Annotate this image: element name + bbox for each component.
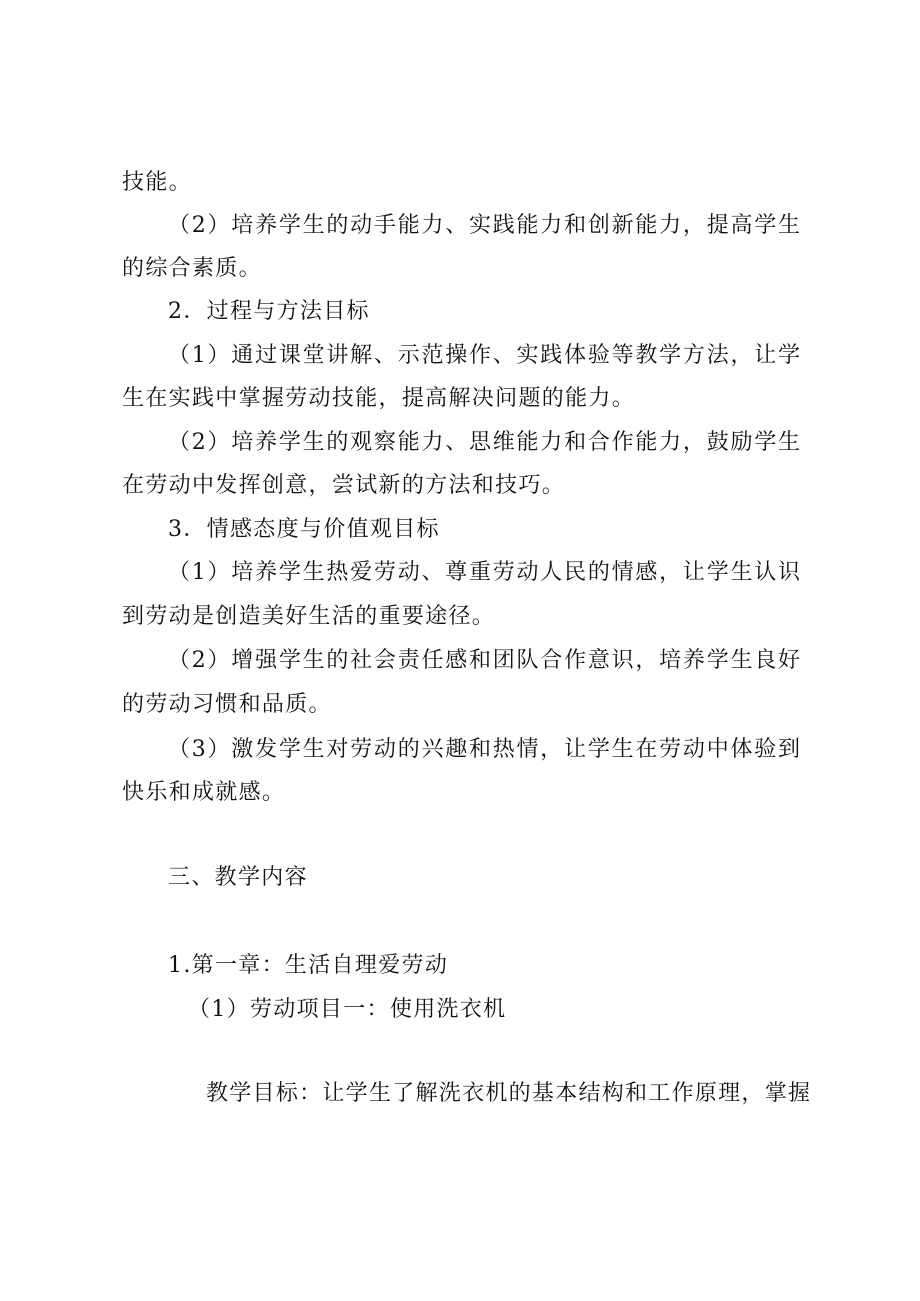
paragraph-line: 教学目标：让学生了解洗衣机的基本结构和工作原理，掌握: [206, 1081, 810, 1106]
paragraph-line: （2）增强学生的社会责任感和团队合作意识，培养学生良好: [168, 648, 800, 673]
paragraph-line: 生在实践中掌握劳动技能，提高解决问题的能力。: [122, 386, 636, 411]
section-heading: 三、教学内容: [168, 865, 308, 890]
paragraph-line: 快乐和成就感。: [122, 780, 286, 805]
paragraph-line: （1）通过课堂讲解、示范操作、实践体验等教学方法，让学: [168, 343, 800, 368]
project-heading: （1）劳动项目一：使用洗衣机: [188, 997, 507, 1022]
paragraph-line: （2）培养学生的动手能力、实践能力和创新能力，提高学生: [168, 213, 800, 238]
chapter-heading: 1.第一章：生活自理爱劳动: [168, 953, 449, 978]
paragraph-line: 技能。: [122, 170, 192, 195]
paragraph-line: 到劳动是创造美好生活的重要途径。: [122, 604, 496, 629]
subsection-heading: 3．情感态度与价值观目标: [168, 517, 440, 542]
paragraph-line: （1）培养学生热爱劳动、尊重劳动人民的情感，让学生认识: [168, 560, 800, 585]
paragraph-line: （2）培养学生的观察能力、思维能力和合作能力，鼓励学生: [168, 430, 800, 455]
paragraph-line: 在劳动中发挥创意，尝试新的方法和技巧。: [122, 473, 566, 498]
paragraph-line: 的劳动习惯和品质。: [122, 692, 332, 717]
paragraph-line: （3）激发学生对劳动的兴趣和热情，让学生在劳动中体验到: [168, 737, 800, 762]
paragraph-line: 的综合素质。: [122, 256, 262, 281]
subsection-heading: 2．过程与方法目标: [168, 299, 370, 324]
